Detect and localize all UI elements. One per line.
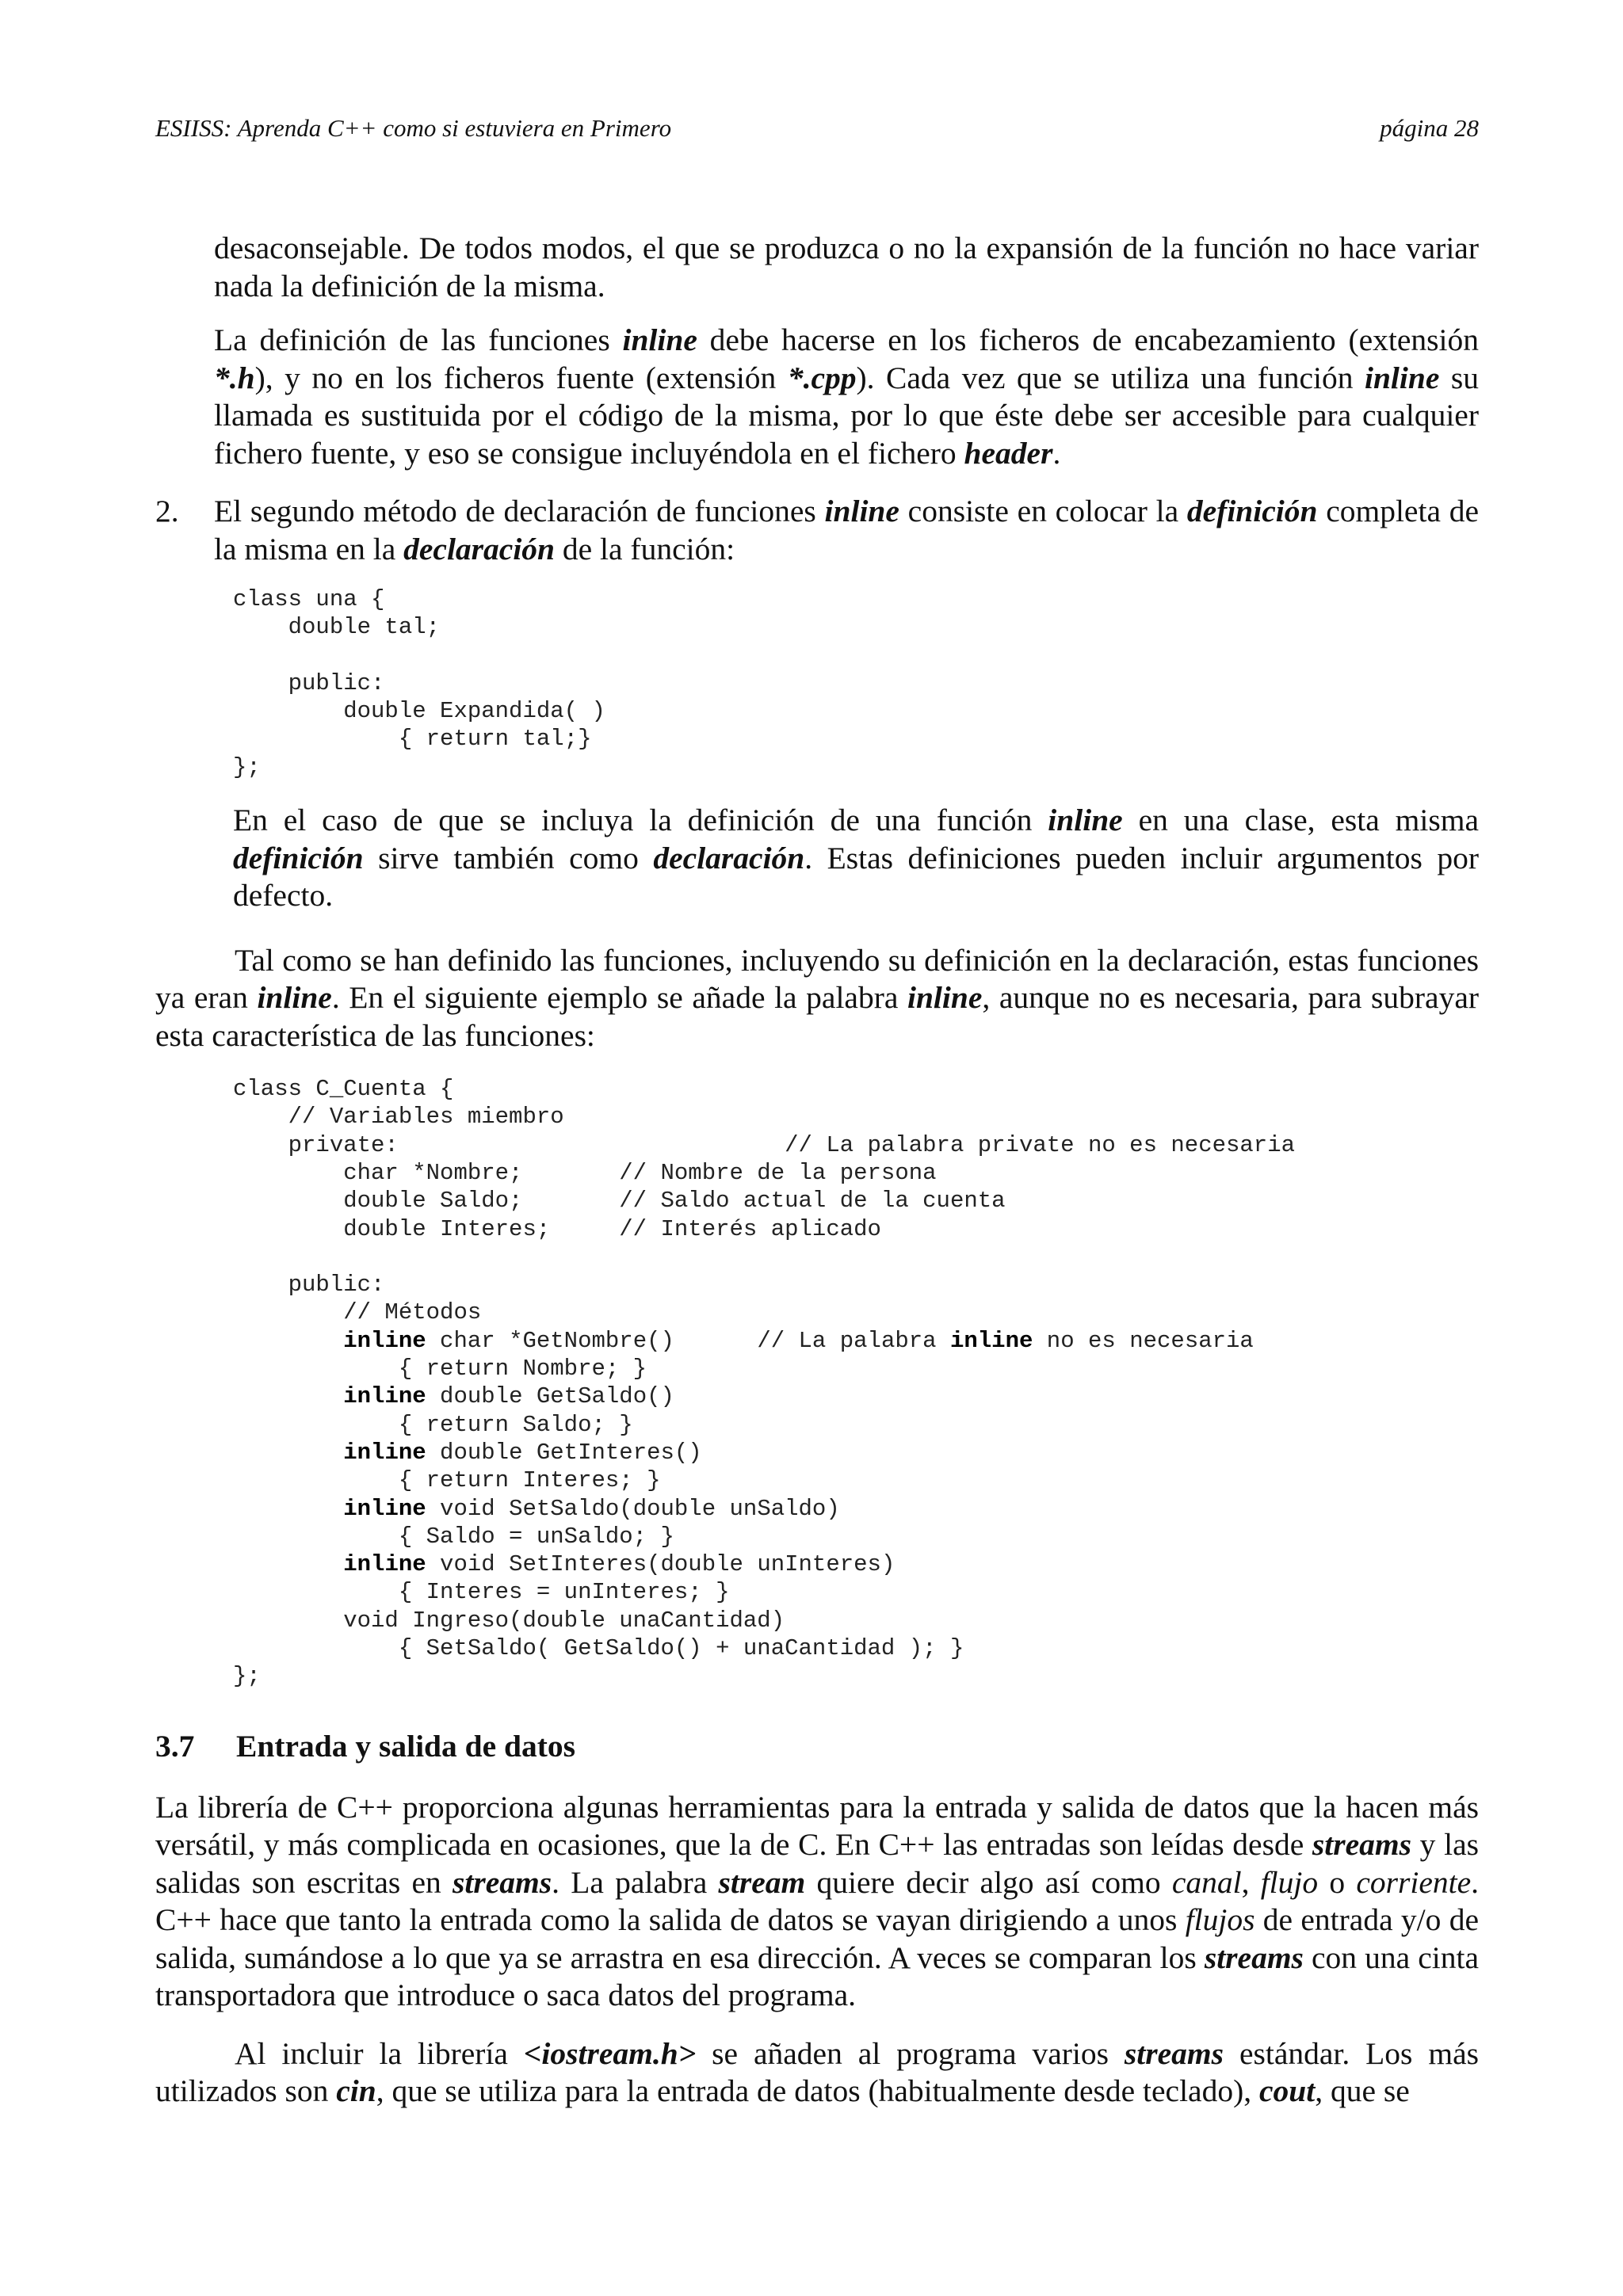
emphasis: inline — [1048, 803, 1123, 838]
text-run: La definición de las funciones — [214, 322, 623, 357]
paragraph-continuation — [155, 230, 1479, 305]
code-line: class C_Cuenta { — [233, 1076, 454, 1103]
code-indent — [233, 1383, 343, 1409]
text-run: desaconsejable. De todos modos, el que se produzca o no la expansión de la función no hace variar nada la definición de la misma. — [214, 231, 1479, 303]
italic-term: flujo — [1260, 1864, 1319, 1900]
code-line: double GetSaldo() — [426, 1383, 674, 1410]
text-run: quiere decir algo así como — [805, 1864, 1172, 1900]
code-indent — [233, 1551, 343, 1577]
emphasis: definición — [1186, 494, 1318, 528]
code-line: public: — [233, 669, 385, 696]
text-run: El segundo método de declaración de funciones — [214, 494, 825, 528]
paragraph-inline-example-intro — [155, 942, 1479, 1055]
code-keyword: inline — [343, 1551, 426, 1578]
italic-term: flujos — [1185, 1902, 1255, 1938]
code-keyword: inline — [949, 1327, 1033, 1354]
code-line: }; — [233, 1663, 261, 1690]
italic-term: canal — [1171, 1864, 1242, 1900]
code-line: { return Saldo; } — [233, 1411, 633, 1438]
text-run: y las salidas son escritas en — [155, 1827, 1479, 1900]
page-body — [155, 230, 1479, 2111]
code-line: { SetSaldo( GetSaldo() + unaCantidad ); } — [233, 1635, 964, 1662]
text-run: En el caso de que se incluya la definición de una función — [233, 803, 1048, 838]
code-line: public: — [233, 1272, 385, 1299]
section-heading — [155, 1727, 1479, 1765]
code-line: { Saldo = unSaldo; } — [233, 1523, 674, 1550]
code-line: { return Nombre; } — [233, 1356, 647, 1383]
code-block-class-una — [233, 585, 1479, 781]
code-line: double GetInteres() — [426, 1439, 702, 1466]
text-run: de la función: — [555, 531, 735, 566]
emphasis: inline — [622, 322, 697, 357]
text-run: , aunque no es necesaria, para subrayar esta característica de las funciones: — [155, 980, 1480, 1053]
text-run: Al incluir la librería — [235, 2035, 524, 2071]
text-run: se añaden al programa varios — [696, 2035, 1125, 2071]
emphasis: <iostream.h> — [523, 2035, 697, 2071]
text-run: . En el siguiente ejemplo se añade la palabra — [331, 980, 907, 1016]
header-title: ESIISS: Aprenda C++ como si estuviera en Primero — [155, 114, 672, 142]
text-run: con una cinta transportadora que introduce o saca datos del programa. — [155, 1939, 1479, 2013]
code-line: // Métodos — [233, 1299, 482, 1326]
page-number: página 28 — [1380, 114, 1479, 142]
paragraph-inline-in-class — [155, 802, 1479, 915]
code-block-class-c-cuenta — [233, 1075, 1479, 1691]
emphasis: declaración — [403, 531, 556, 566]
code-line: char *GetNombre() // La palabra — [426, 1327, 950, 1354]
text-run: . Estas definiciones pueden incluir argumentos por defecto. — [233, 840, 1479, 913]
text-run: completa de la misma en la — [214, 494, 1479, 566]
code-keyword: inline — [343, 1327, 426, 1354]
item-number: 2. — [155, 494, 179, 528]
code-line: double Interes; // Interés aplicado — [233, 1215, 881, 1242]
emphasis: stream — [718, 1864, 806, 1900]
code-line: no es necesaria — [1033, 1327, 1254, 1354]
text-run: ), y no en los ficheros fuente (extensión — [254, 360, 788, 395]
text-run: en una clase, esta misma — [1122, 803, 1479, 838]
emphasis: streams — [1204, 1939, 1304, 1975]
code-indent — [233, 1440, 343, 1466]
text-run: o — [1318, 1864, 1357, 1900]
code-indent — [233, 1496, 343, 1522]
italic-term: corriente — [1356, 1864, 1472, 1900]
code-line: double tal; — [233, 614, 441, 641]
text-run: sirve también como — [363, 840, 654, 875]
code-line: void SetSaldo(double unSaldo) — [426, 1495, 840, 1522]
code-line: char *Nombre; // Nombre de la persona — [233, 1159, 937, 1186]
code-line: }; — [233, 753, 261, 780]
paragraph-iostream — [155, 2035, 1479, 2111]
code-line: // Variables miembro — [233, 1104, 564, 1131]
emphasis: streams — [452, 1864, 552, 1900]
text-run: , que se utiliza para la entrada de datos (habitualmente desde teclado), — [376, 2073, 1259, 2109]
emphasis: header — [964, 435, 1053, 471]
emphasis: cin — [336, 2073, 376, 2109]
emphasis: *.h — [214, 360, 255, 395]
text-run: . — [1052, 435, 1061, 471]
text-run: La librería de C++ proporciona algunas herramientas para la entrada y salida de datos que la hacen más versátil, y más complicada en ocasiones, que la de C. En C++ las entradas son leídas desde — [155, 1789, 1479, 1863]
numbered-item-2 — [155, 493, 1479, 568]
emphasis: cout — [1259, 2073, 1316, 2109]
code-line: void SetInteres(double unInteres) — [426, 1551, 896, 1578]
text-run: Tal como se han definido las funciones, incluyendo su definición en la declaración, estas funciones ya eran — [155, 942, 1479, 1016]
code-line: private: // La palabra private no es necesaria — [233, 1131, 1296, 1158]
code-line: { return tal;} — [233, 726, 592, 753]
text-run: , — [1241, 1864, 1261, 1900]
text-run: . La palabra — [552, 1864, 719, 1900]
text-run: de entrada y/o de salida, sumándose a lo que ya se arrastra en esa dirección. A veces se comparan los — [155, 1902, 1479, 1975]
code-keyword: inline — [343, 1439, 426, 1466]
code-line: void Ingreso(double unaCantidad) — [233, 1607, 785, 1634]
emphasis: inline — [824, 494, 899, 528]
section-number: 3.7 — [155, 1728, 195, 1764]
text-run: , que se — [1315, 2073, 1410, 2109]
text-run: su llamada es sustituida por el código de la misma, por lo que éste debe ser accesible para cualquier fichero fuente, y eso se consigue incluyéndola en el fichero — [214, 360, 1480, 471]
code-keyword: inline — [343, 1495, 426, 1522]
text-run: consiste en colocar la — [899, 494, 1187, 528]
paragraph-streams-intro — [155, 1789, 1479, 2015]
code-line: class una { — [233, 586, 385, 612]
emphasis: definición — [233, 840, 364, 875]
code-keyword: inline — [343, 1383, 426, 1410]
text-run: debe hacerse en los ficheros de encabezamiento (extensión — [697, 322, 1479, 357]
text-run: . C++ hace que tanto la entrada como la salida de datos se vayan dirigiendo a unos — [155, 1864, 1479, 1938]
emphasis: inline — [257, 980, 332, 1016]
section-title: Entrada y salida de datos — [236, 1728, 576, 1764]
code-line: double Saldo; // Saldo actual de la cuenta — [233, 1188, 1006, 1215]
emphasis: streams — [1124, 2035, 1224, 2071]
text-run: ). Cada vez que se utiliza una función — [856, 360, 1365, 395]
code-line: double Expandida( ) — [233, 698, 605, 725]
code-line: { return Interes; } — [233, 1467, 661, 1494]
paragraph-inline-definition — [155, 322, 1479, 472]
emphasis: inline — [1364, 360, 1440, 395]
emphasis: declaración — [653, 840, 805, 875]
emphasis: streams — [1312, 1827, 1412, 1863]
emphasis: inline — [907, 980, 983, 1016]
code-line: { Interes = unInteres; } — [233, 1579, 730, 1606]
text-run: estándar. Los más utilizados son — [155, 2035, 1479, 2109]
code-indent — [233, 1328, 343, 1354]
emphasis: *.cpp — [787, 360, 857, 395]
